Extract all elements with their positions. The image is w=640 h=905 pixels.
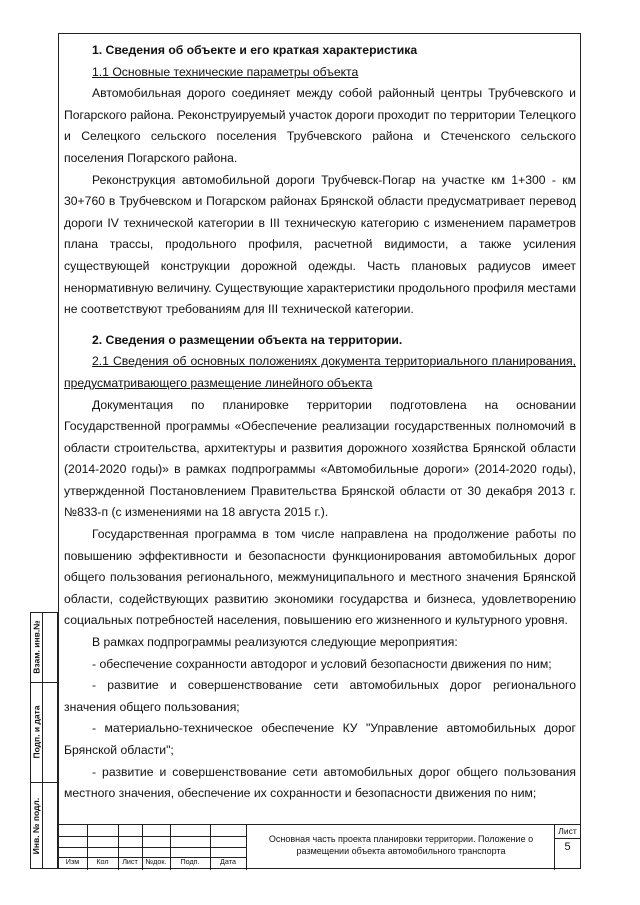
col-label-change: Изм bbox=[65, 857, 80, 866]
col-label-signature: Подп. bbox=[180, 857, 200, 866]
replacement-inventory-label: Взам. инв.№ bbox=[31, 620, 42, 674]
col-label-sheet: Лист bbox=[122, 857, 138, 866]
signature-date-label: Подп. и дата bbox=[31, 705, 42, 759]
paragraph: Автомобильная дорого соединяет между собой районный центры Трубчевского и Погарского района. Реконструируемый участок дороги проходит по территории Телецкого и Селецкого сельского поселения Трубчевского района и Стеченского сельского поселения Погарского района. bbox=[64, 86, 576, 165]
section-2-1-subheading: 2.1 Сведения об основных положениях документа территориального планирования, предусматривающего размещение линейного объекта bbox=[64, 354, 576, 390]
document-body bbox=[64, 40, 576, 805]
sheet-number: 5 bbox=[564, 841, 571, 853]
paragraph: Документация по планировке территории подготовлена на основании Государственной программы «Обеспечение реализации государственных полномочий в области строительства, архитектуры и развития дорожного хозяйства Брянской области (2014-2020 годы)» в рамках подпрограммы «Автомобильные дороги» (2014-2020 годы), утвержденной Постановлением Правительства Брянской области от 30 декабря 2013 г. №833-п (с изменениями на 18 августа 2015 г.). bbox=[64, 397, 576, 520]
col-label-date: Дата bbox=[220, 857, 236, 866]
list-item: - обеспечение сохранности автодорог и условий безопасности движения по ним; bbox=[92, 656, 552, 671]
paragraph: Государственная программа в том числе направлена на продолжение работы по повышению эффективности и безопасности функционирования автомобильных дорог общего пользования регионального, межмуниципального и местного значения Брянской области, содействующих развитию экономики государства и бизнеса, удовлетворению социальных потребностей населения, повышению его жизненного и культурного уровня. bbox=[64, 527, 576, 628]
original-inventory-label: Инв. № подл. bbox=[31, 797, 42, 854]
title-block bbox=[58, 824, 581, 869]
section-1-1-subheading: 1.1 Основные технические параметры объекта bbox=[92, 64, 359, 79]
side-stamp-strip bbox=[30, 612, 58, 869]
col-label-doc-number: №док. bbox=[145, 857, 167, 866]
list-item: - материально-техническое обеспечение КУ "Управление автомобильных дорог Брянской области"; bbox=[64, 721, 576, 757]
paragraph: Реконструкция автомобильной дороги Трубчевск-Погар на участке км 1+300 - км 30+760 в Трубчевском и Погарском районах Брянской области предусматривает перевод дороги IV технической категории в III техническую категорию с изменением параметров плана трассы, продольного профиля, расчетной видимости, а также усиления существующей конструкции дорожной одежды. Часть плановых радиусов имеет ненормативную величину. Существующие характеристики продольного профиля местами не соответствуют требованиям для III технической категории. bbox=[64, 172, 576, 317]
col-label-count: Кол bbox=[96, 857, 109, 866]
list-item: - развитие и совершенствование сети автомобильных дорог общего пользования местного значения, обеспечение их сохранности и безопасности движения по ним; bbox=[64, 764, 576, 801]
section-1-heading: 1. Сведения об объекте и его краткая характеристика bbox=[92, 43, 418, 57]
list-item: - развитие и совершенствование сети автомобильных дорог регионального значения общего пользования; bbox=[64, 678, 576, 714]
sheet-label: Лист bbox=[554, 825, 581, 839]
section-2-heading: 2. Сведения о размещении объекта на территории. bbox=[92, 332, 403, 347]
paragraph: В рамках подпрограммы реализуются следующие мероприятия: bbox=[92, 635, 458, 650]
document-title: Основная часть проекта планировки территории. Положение о размещении объекта автомобильного транспорта bbox=[268, 834, 534, 856]
